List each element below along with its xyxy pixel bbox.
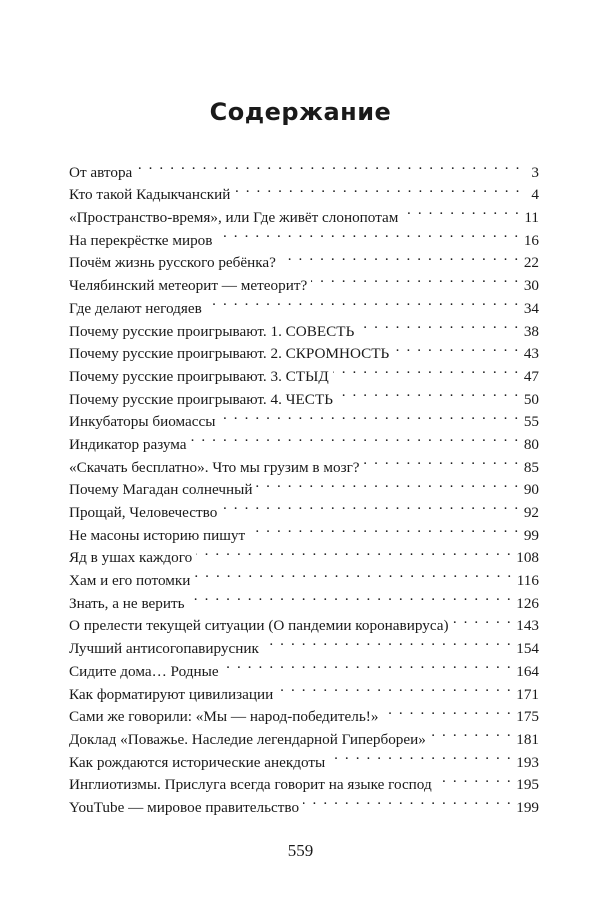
toc-entry-page: 3 [531, 163, 539, 181]
toc-entry-title: «Пространство-время», или Где живёт слонопотам [69, 209, 399, 227]
toc-entry-page: 22 [523, 254, 539, 272]
toc-dot-leader [221, 494, 519, 517]
toc-entry-title: Прощай, Человечество [69, 504, 218, 521]
toc-entry-title: Почему русские проигрывают. 2. СКРОМНОСТЬ [69, 345, 390, 363]
toc-entry-page: 34 [523, 299, 539, 317]
toc-entry-page: 154 [516, 640, 539, 658]
toc-entry-page: 116 [516, 572, 539, 590]
toc-entry-title: Хам и его потомки [69, 572, 191, 590]
toc-dot-leader [234, 177, 521, 200]
toc-entry-page: 38 [523, 322, 539, 340]
toc-entry-title: Кто такой Кадыкчанский [69, 186, 231, 204]
toc-dot-leader [329, 744, 512, 767]
toc-entry-title: «Скачать бесплатно». Что мы грузим в мозг? [69, 458, 360, 476]
toc-entry-page: 164 [516, 662, 539, 680]
toc-dot-leader [223, 653, 513, 676]
toc-dot-leader [191, 426, 520, 449]
table-of-contents [69, 154, 539, 816]
toc-entry-page: 143 [516, 617, 539, 635]
toc-entry-page: 43 [523, 345, 539, 363]
toc-entry-title: Сидите дома… Родные [69, 662, 219, 680]
toc-dot-leader [303, 789, 512, 812]
toc-entry-title: Доклад «Поважье. Наследие легендарной Гипербореи» [69, 730, 426, 748]
toc-entry-title: Почему русские проигрывают. 1. СОВЕСТЬ [69, 322, 355, 340]
toc-entry-title: Как рождаются исторические анекдоты [69, 753, 326, 771]
toc-entry-title: Челябинский метеорит — метеорит? [69, 277, 308, 295]
toc-entry-title: Где делают негодяев [69, 299, 202, 317]
toc-entry-title: От автора [69, 163, 133, 181]
toc-entry-title: На перекрёстке миров [69, 231, 213, 249]
toc-entry-page: 195 [516, 776, 539, 794]
toc-dot-leader [256, 472, 519, 495]
toc-dot-leader [263, 630, 512, 653]
toc-entry-title: Как форматируют цивилизации [69, 685, 274, 703]
toc-entry-page: 85 [523, 458, 539, 476]
toc-entry-page: 92 [523, 504, 539, 521]
toc-entry-page: 99 [523, 526, 539, 544]
toc-dot-leader [402, 199, 520, 222]
toc-entry-page: 108 [516, 549, 539, 567]
toc-entry-title: Яд в ушах каждого [69, 549, 193, 567]
toc-entry [69, 177, 539, 204]
toc-entry-title: Лучший антисогопавирусник [69, 640, 259, 658]
toc-dot-leader [280, 245, 520, 268]
toc-dot-leader [337, 381, 520, 404]
toc-dot-leader [219, 404, 519, 427]
toc-entry-page: 199 [516, 798, 539, 816]
toc-entry-page: 90 [523, 481, 539, 499]
toc-entry-page: 16 [523, 231, 539, 249]
toc-entry-title: Инкубаторы биомассы [69, 413, 216, 431]
toc-entry-title: Сами же говорили: «Мы — народ-победитель!» [69, 708, 379, 726]
toc-dot-leader [311, 267, 520, 290]
toc-entry-title: Почему русские проигрывают. 4. ЧЕСТЬ [69, 390, 333, 408]
toc-dot-leader [382, 699, 512, 722]
toc-entry-title: YouTube — мировое правительство [69, 798, 300, 816]
page-title: Содержание [209, 98, 392, 126]
toc-entry-title: Почему Магадан солнечный [69, 481, 253, 499]
page-number: 559 [287, 841, 314, 860]
toc-entry-page: 171 [516, 685, 539, 703]
toc-entry-title: Индикатор разума [69, 435, 187, 453]
toc-entry-page: 181 [516, 730, 539, 748]
toc-dot-leader [453, 608, 513, 631]
toc-dot-leader [216, 222, 519, 245]
toc-entry-title: Инглиотизмы. Прислуга всегда говорит на языке господ [69, 776, 432, 794]
toc-entry-page: 50 [523, 390, 539, 408]
toc-entry-page: 11 [524, 209, 539, 227]
toc-dot-leader [393, 336, 520, 359]
toc-entry-page: 80 [523, 435, 539, 453]
toc-dot-leader [364, 449, 520, 472]
toc-dot-leader [189, 585, 513, 608]
toc-entry-title: О прелести текущей ситуации (О пандемии коронавируса) [69, 617, 449, 635]
toc-entry-title: Почём жизнь русского ребёнка? [69, 254, 276, 272]
toc-entry-page: 193 [516, 753, 539, 771]
toc-dot-leader [430, 721, 512, 744]
toc-entry [69, 154, 539, 181]
toc-dot-leader [249, 517, 520, 540]
toc-entry-title: Знать, а не верить [69, 594, 185, 612]
toc-entry-page: 47 [523, 367, 539, 385]
toc-dot-leader [196, 540, 512, 563]
toc-dot-leader [358, 313, 520, 336]
toc-entry-page: 175 [516, 708, 539, 726]
toc-entry-title: Почему русские проигрывают. 3. СТЫД [69, 367, 329, 385]
toc-entry-page: 55 [523, 413, 539, 431]
toc-dot-leader [136, 154, 521, 177]
toc-entry-page: 126 [516, 594, 539, 612]
toc-entry-page: 30 [523, 277, 539, 295]
toc-dot-leader [436, 767, 513, 790]
toc-dot-leader [206, 290, 520, 313]
toc-dot-leader [194, 562, 512, 585]
toc-entry-title: Не масоны историю пишут [69, 526, 246, 544]
toc-dot-leader [333, 358, 520, 381]
toc-dot-leader [277, 676, 512, 699]
toc-entry-page: 4 [531, 186, 539, 204]
